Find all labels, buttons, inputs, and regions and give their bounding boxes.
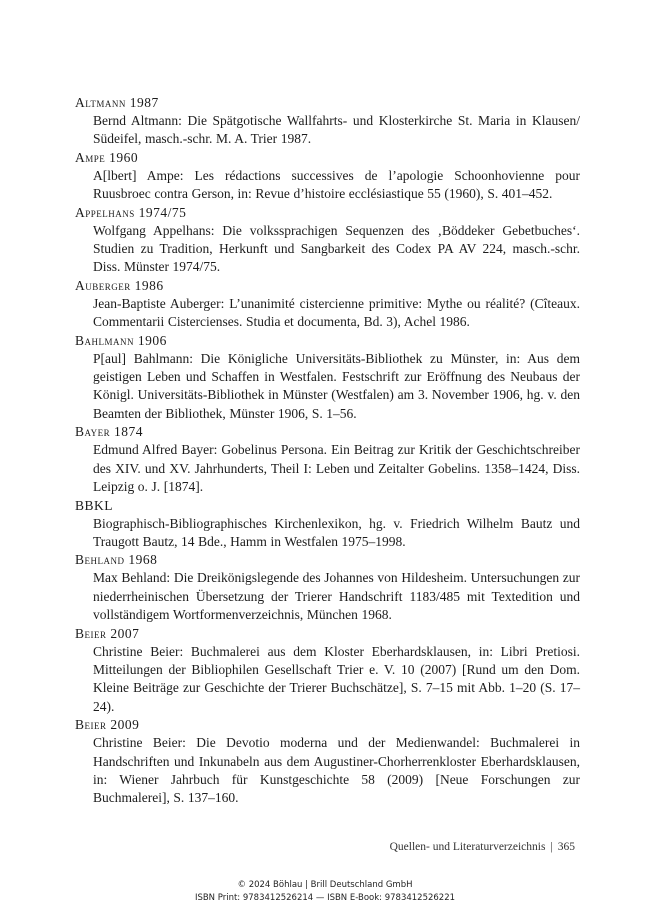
- bibliography-entry: [75, 149, 580, 204]
- entry-key: Ampe 1960: [75, 149, 139, 165]
- bibliography-entry: [75, 332, 580, 424]
- page-number: 365: [557, 841, 575, 853]
- bibliography-entry: [75, 277, 580, 332]
- bibliography-list: [75, 94, 580, 808]
- bibliography-entry: [75, 497, 580, 552]
- entry-text: Wolfgang Appelhans: Die volkssprachigen Sequenzen des ‚Böddeker Gebetbuches‘. Studien zu Tradition, Herkunft und Sangbarkeit des Codex PA AV 224, masch.-schr. Diss. Münster 1974/75.: [93, 222, 580, 275]
- entry-key: Beier 2007: [75, 625, 140, 641]
- entry-text: Biographisch-Bibliographisches Kirchenlexikon, hg. v. Friedrich Wilhelm Bautz und Traugott Bautz, 14 Bde., Hamm in Westfalen 1975–1998.: [93, 515, 580, 549]
- entry-key: Appelhans 1974/75: [75, 204, 187, 220]
- entry-key: Auberger 1986: [75, 277, 164, 293]
- footer-separator: |: [550, 841, 553, 853]
- copyright-line: © 2024 Böhlau | Brill Deutschland GmbH: [237, 880, 413, 890]
- entry-key: Behland 1968: [75, 552, 158, 568]
- entry-key: Bayer 1874: [75, 424, 144, 440]
- bibliography-entry: [75, 716, 580, 808]
- running-footer: [390, 840, 575, 854]
- bibliography-entry: [75, 551, 580, 624]
- entry-text: Bernd Altmann: Die Spätgotische Wallfahrts- und Klosterkirche St. Maria in Klausen/ Südeifel, masch.-schr. M. A. Trier 1987.: [93, 113, 580, 147]
- entry-text: Max Behland: Die Dreikönigslegende des Johannes von Hildesheim. Untersuchungen zur niederrheinischen Übersetzung der Trierer Handschrift 1183/485 mit Textedition und vollständigem Wortformenverzeichnis, München 1968.: [93, 570, 580, 623]
- bibliography-entry: [75, 204, 580, 277]
- entry-key: BBKL: [75, 497, 114, 513]
- isbn-line: ISBN Print: 9783412526214 — ISBN E-Book: 9783412526221: [194, 893, 456, 903]
- bibliography-entry: [75, 625, 580, 717]
- bibliography-entry: [75, 423, 580, 496]
- running-title: Quellen- und Literaturverzeichnis: [389, 841, 546, 853]
- entry-key: Bahlmann 1906: [75, 332, 167, 348]
- entry-text: P[aul] Bahlmann: Die Königliche Universitäts-Bibliothek zu Münster, in: Aus dem geistigen Leben und Schaffen in Westfalen. Festschrift zur Eröffnung des Neubaus der Königl. Universitäts-Bibliothek in Münster (Westfalen) am 3. November 1906, hg. v. den Beamten der Bibliothek, Münster 1906, S. 1–56.: [93, 350, 580, 421]
- entry-text: Jean-Baptiste Auberger: L’unanimité cistercienne primitive: Mythe ou réalité? (Cîteaux. Commentarii Cistercienses. Studia et documenta, Bd. 3), Achel 1986.: [93, 295, 580, 330]
- publisher-imprint: [0, 879, 650, 905]
- entry-text: Christine Beier: Die Devotio moderna und der Medienwandel: Buchmalerei in Handschriften und Inkunabeln aus dem Augustiner-Chorherrenkloster Eberhardsklausen, in: Wiener Jahrbuch für Kunstgeschichte 58 (2009) [Neue Forschungen zur Buchmalerei], S. 137–160.: [93, 735, 580, 806]
- entry-text: Edmund Alfred Bayer: Gobelinus Persona. Ein Beitrag zur Kritik der Geschichtschreiber des XIV. und XV. Jahrhunderts, Theil I: Leben und Zeitalter Gobelins. 1358–1424, Diss. Leipzig o. J. [1874].: [93, 442, 580, 495]
- entry-key: Beier 2009: [75, 717, 140, 733]
- entry-text: Christine Beier: Buchmalerei aus dem Kloster Eberhardsklausen, in: Libri Pretiosi. Mitteilungen der Bibliophilen Gesellschaft Trier e. V. 10 (2007) [Rund um den Dom. Kleine Beiträge zur Geschichte der Trierer Buchschätze], S. 7–15 mit Abb. 1–20 (S. 17–24).: [93, 643, 580, 714]
- bibliography-entry: [75, 94, 580, 149]
- entry-text: A[lbert] Ampe: Les rédactions successives de l’apologie Schoonhovienne pour Ruusbroec contra Gerson, in: Revue d’histoire ecclésiastique 55 (1960), S. 401–452.: [93, 167, 580, 202]
- entry-key: Altmann 1987: [75, 95, 159, 110]
